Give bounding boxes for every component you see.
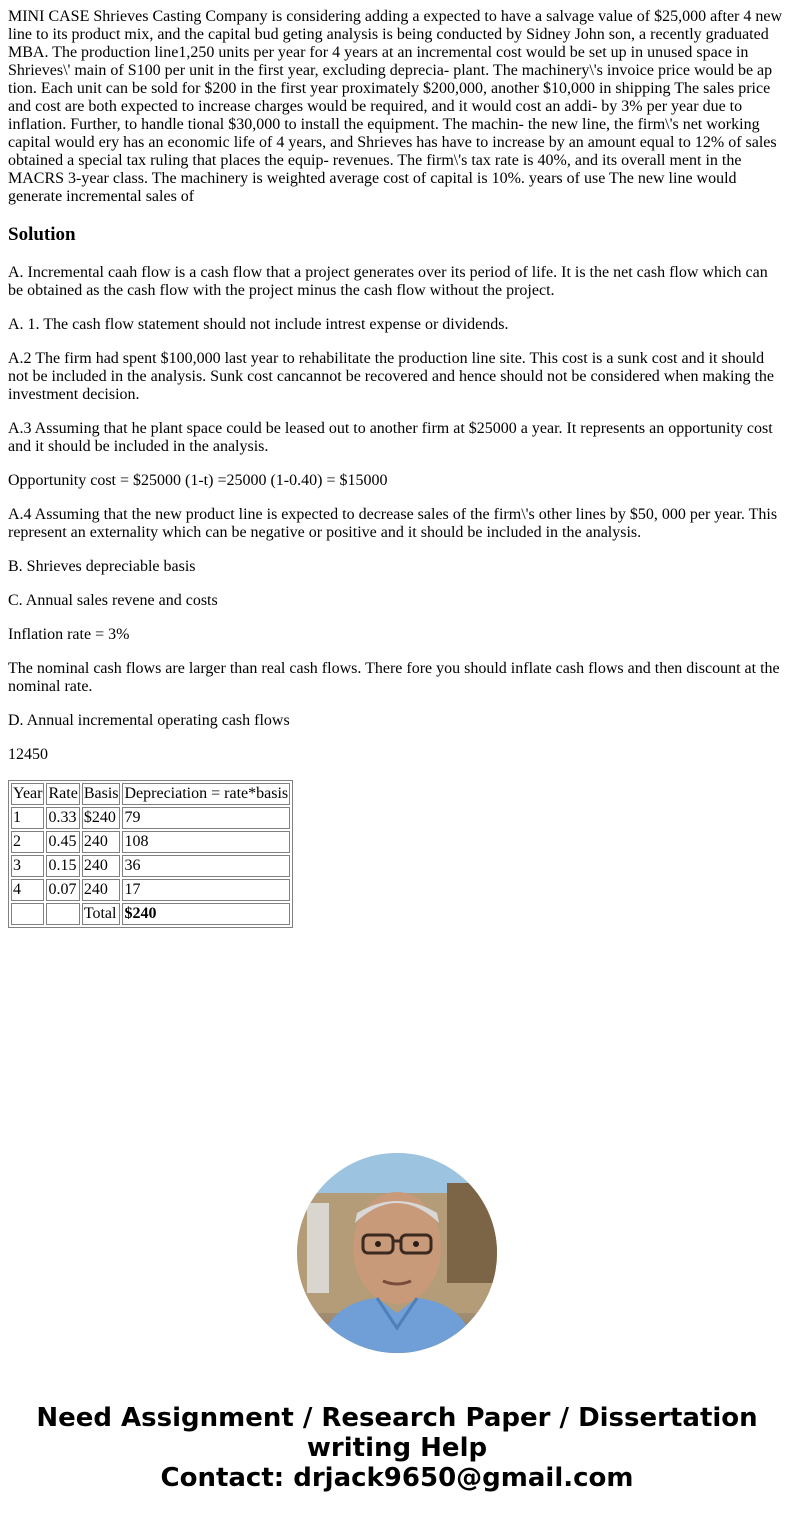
cta-line: Need Assignment / Research Paper / Dissertation (36, 1403, 758, 1433)
table-header-row (11, 783, 290, 805)
table-total-label: Total (82, 903, 121, 925)
solution-paragraph: B. Shrieves depreciable basis (8, 558, 196, 575)
solution-paragraph: A.4 Assuming that the new product line is expected to decrease sales of the firm\'s other lines by $50, 000 per year. This represent an externality which can be negative or positive and it should be included in the analysis. (8, 506, 778, 541)
solution-paragraph: 12450 (8, 746, 48, 763)
table-cell: 0.33 (46, 807, 79, 829)
solution-paragraph: A. 1. The cash flow statement should not include intrest expense or dividends. (8, 316, 509, 333)
table-cell: 108 (122, 831, 290, 853)
table-cell: $240 (82, 807, 121, 829)
solution-paragraph: D. Annual incremental operating cash flows (8, 712, 290, 729)
question-text: MINI CASE Shrieves Casting Company is considering adding a expected to have a salvage value of $25,000 after 4 new line to its product mix, and the capital bud geting analysis is being conducted by Sidney John son, a recently graduated MBA. The production line1,250 units per year for 4 years at an incremental cost would be set up in unused space in Shrieves\' main of S100 per unit in the first year, excluding deprecia- plant. The machinery\'s invoice price would be ap tion. Each unit can be sold for $200 in the first year proximately $200,000, another $10,000 in shipping The sales price and cost are both expected to increase charges would be required, and it would cost an addi- by 3% per year due to inflation. Further, to handle tional $30,000 to install the equipment. The machin- the new line, the firm\'s net working capital would ery has an economic life of 4 years, and Shrieves has have to increase by an amount equal to 12% of sales obtained a special tax ruling that places the equip- revenues. The firm\'s tax rate is 40%, and its overall ment in the MACRS 3-year class. The machinery is weighted average cost of capital is 10%. years of use The new line would generate incremental sales of (8, 8, 783, 205)
table-cell-empty (46, 903, 79, 925)
avatar (297, 1153, 497, 1353)
table-total-value-text: $240 (124, 905, 157, 922)
table-total-value (122, 903, 290, 925)
table-cell: 79 (122, 807, 290, 829)
table-cell: 240 (82, 831, 121, 853)
solution-paragraph: A. Incremental caah flow is a cash flow that a project generates over its period of life. It is the net cash flow which can be obtained as the cash flow with the project minus the cash flow without the project. (8, 264, 768, 299)
solution-paragraph: A.2 The firm had spent $100,000 last year to rehabilitate the production line site. This cost is a sunk cost and it should not be included in the analysis. Sunk cost cancannot be recovered and hence should not be considered when making the investment decision. (8, 350, 774, 403)
table-cell: 2 (11, 831, 44, 853)
table-header-cell: Basis (82, 783, 121, 805)
cta-text (0, 1403, 794, 1493)
table-header-cell: Rate (46, 783, 79, 805)
table-cell-empty (11, 903, 44, 925)
table-total-row (11, 903, 290, 925)
table-cell: 0.07 (46, 879, 79, 901)
cta-contact: Contact: drjack9650@gmail.com (160, 1463, 634, 1493)
table-cell: 0.15 (46, 855, 79, 877)
solution-paragraph: Opportunity cost = $25000 (1-t) =25000 (1-0.40) = $15000 (8, 472, 388, 489)
solution-paragraph: A.3 Assuming that he plant space could be leased out to another firm at $25000 a year. It represents an opportunity cost and it should be included in the analysis. (8, 420, 773, 455)
table-header-cell: Year (11, 783, 44, 805)
table-row (11, 807, 290, 829)
table-cell: 0.45 (46, 831, 79, 853)
solution-paragraph: The nominal cash flows are larger than real cash flows. There fore you should inflate cash flows and then discount at the nominal rate. (8, 660, 780, 695)
solution-heading: Solution (8, 224, 76, 245)
table-cell: 240 (82, 879, 121, 901)
table-cell: 1 (11, 807, 44, 829)
cta-line: writing Help (306, 1433, 488, 1463)
solution-paragraph: C. Annual sales revene and costs (8, 592, 218, 609)
table-cell: 36 (122, 855, 290, 877)
table-cell: 3 (11, 855, 44, 877)
table-cell: 240 (82, 855, 121, 877)
table-row (11, 831, 290, 853)
table-cell: 17 (122, 879, 290, 901)
table-cell: 4 (11, 879, 44, 901)
depreciation-table (8, 780, 293, 928)
person-portrait-icon (297, 1153, 497, 1353)
table-header-cell: Depreciation = rate*basis (122, 783, 290, 805)
footer-promo (0, 1153, 794, 1493)
solution-paragraph: Inflation rate = 3% (8, 626, 130, 643)
table-row (11, 879, 290, 901)
table-row (11, 855, 290, 877)
